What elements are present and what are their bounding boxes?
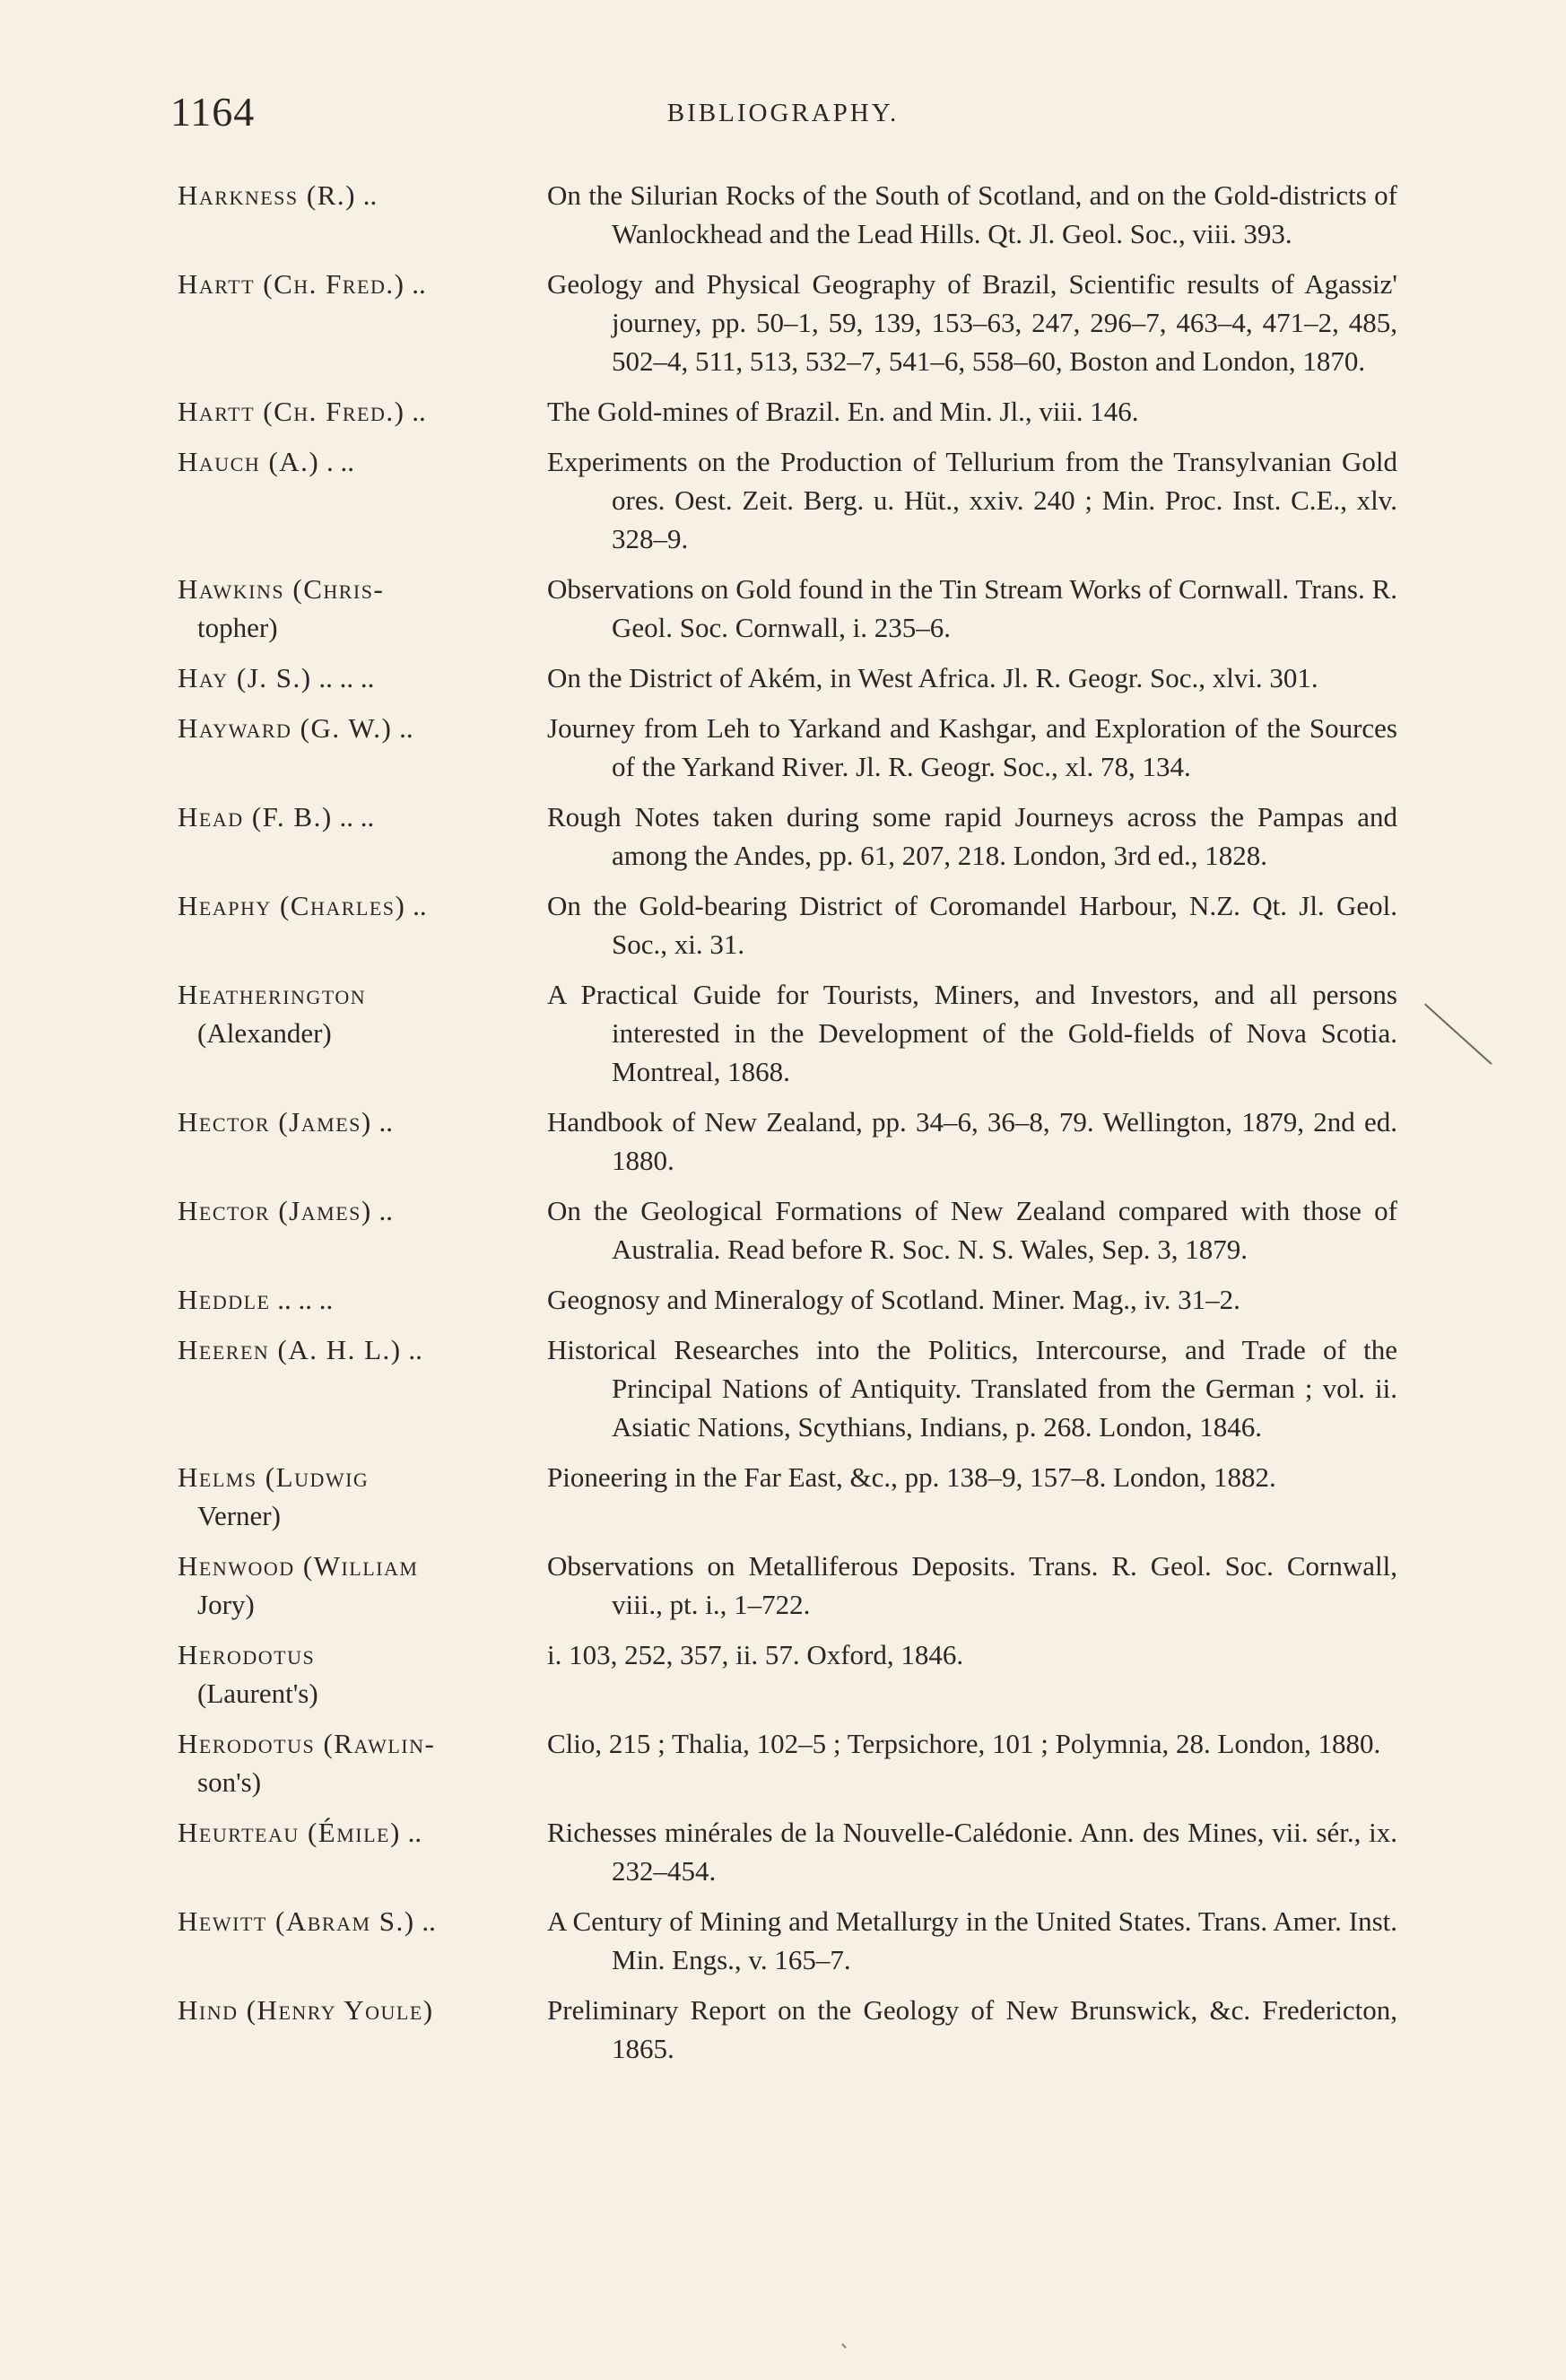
- running-head: BIBLIOGRAPHY.: [666, 99, 900, 127]
- entry-author: [178, 265, 483, 303]
- entry-work: Richesses minérales de la Nouvelle-Calédonie. Ann. des Mines, vii. sér., ix. 232–454.: [547, 1817, 1397, 1887]
- dot-leader: .. .. ..: [311, 662, 375, 693]
- entry-author: [178, 570, 483, 647]
- bibliography-entry: [178, 1991, 1397, 2068]
- dot-leader: .. .. ..: [270, 1284, 334, 1315]
- entry-author: [178, 1547, 483, 1624]
- bibliography-entry: [178, 1330, 1397, 1446]
- entry-work: Journey from Leh to Yarkand and Kashgar, and Exploration of the Sources of the Yarkand River. Jl. R. Geogr. Soc., xl. 78, 134.: [547, 712, 1397, 782]
- author-name: Henwood (William: [178, 1550, 419, 1582]
- entry-work: Historical Researches into the Politics, Intercourse, and Trade of the Principal Nations of Antiquity. Translated from the German ; vol. ii. Asiatic Nations, Scythians, Indians, p. 268. London, 1846.: [547, 1334, 1397, 1443]
- author-name: Hayward (G. W.): [178, 712, 393, 744]
- author-name: Hector (James): [178, 1106, 372, 1138]
- entry-work: Observations on Metalliferous Deposits. Trans. R. Geol. Soc. Cornwall, viii., pt. i., 1–722.: [547, 1550, 1397, 1620]
- author-name: Heddle: [178, 1284, 271, 1315]
- entry-work: On the Gold-bearing District of Coromandel Harbour, N.Z. Qt. Jl. Geol. Soc., xi. 31.: [547, 890, 1397, 960]
- entry-work: i. 103, 252, 357, ii. 57. Oxford, 1846.: [547, 1639, 964, 1670]
- dot-leader: ..: [401, 1334, 422, 1365]
- bibliography-entry: [178, 1635, 1397, 1713]
- dot-leader: ..: [371, 1106, 393, 1138]
- entry-work: Preliminary Report on the Geology of New Brunswick, &c. Fredericton, 1865.: [547, 1994, 1397, 2064]
- entry-author: [178, 1635, 483, 1713]
- author-name: Hauch (A.): [178, 446, 320, 477]
- entry-author: [178, 709, 483, 747]
- dot-leader: ..: [405, 396, 426, 427]
- author-name-continued: son's): [197, 1766, 262, 1798]
- author-name: Herodotus (Rawlin-: [178, 1728, 436, 1759]
- bibliography-entry: [178, 176, 1397, 253]
- bibliography-entry: [178, 265, 1397, 380]
- bibliography-list: [178, 176, 1397, 2079]
- entry-author: [178, 1813, 483, 1852]
- entry-work: Observations on Gold found in the Tin Stream Works of Cornwall. Trans. R. Geol. Soc. Cornwall, i. 235–6.: [547, 573, 1397, 643]
- author-name-continued: Verner): [197, 1500, 281, 1531]
- dot-leader: ..: [405, 268, 426, 300]
- author-name: Heatherington: [178, 979, 367, 1010]
- dot-leader: ..: [371, 1195, 393, 1226]
- author-name-continued: topher): [197, 612, 278, 643]
- author-name: Hartt (Ch. Fred.): [178, 396, 405, 427]
- entry-work: Geology and Physical Geography of Brazil, Scientific results of Agassiz' journey, pp. 50–1, 59, 139, 153–63, 247, 296–7, 463–4, 471–2, 485, 502–4, 511, 513, 532–7, 541–6, 558–60, Boston and London, 1870.: [547, 268, 1397, 377]
- entry-author: [178, 1902, 483, 1940]
- entry-work: A Practical Guide for Tourists, Miners, and Investors, and all persons interested in the Development of the Gold-fields of Nova Scotia. Montreal, 1868.: [547, 979, 1397, 1087]
- entry-work: Geognosy and Mineralogy of Scotland. Miner. Mag., iv. 31–2.: [547, 1284, 1240, 1315]
- author-name-continued: Jory): [197, 1589, 255, 1620]
- bibliography-entry: [178, 392, 1397, 431]
- author-name: Heeren (A. H. L.): [178, 1334, 402, 1365]
- dot-leader: . ..: [319, 446, 355, 477]
- author-name: Helms (Ludwig: [178, 1461, 370, 1493]
- author-name: Hay (J. S.): [178, 662, 312, 693]
- bibliography-entry: [178, 1103, 1397, 1180]
- author-name: Hartt (Ch. Fred.): [178, 268, 405, 300]
- entry-work: Handbook of New Zealand, pp. 34–6, 36–8, 79. Wellington, 1879, 2nd ed. 1880.: [547, 1106, 1397, 1176]
- author-name-continued: (Laurent's): [197, 1678, 318, 1709]
- entry-author: [178, 975, 483, 1052]
- bibliography-entry: [178, 886, 1397, 963]
- bibliography-entry: [178, 1280, 1397, 1319]
- entry-author: [178, 798, 483, 836]
- entry-author: [178, 1458, 483, 1535]
- bibliography-entry: [178, 1813, 1397, 1890]
- author-name: Heurteau (Émile): [178, 1817, 401, 1848]
- entry-work: A Century of Mining and Metallurgy in the United States. Trans. Amer. Inst. Min. Engs., v. 165–7.: [547, 1905, 1397, 1975]
- bibliography-entry: [178, 1902, 1397, 1979]
- bibliography-entry: [178, 1724, 1397, 1801]
- page-number: 1164: [170, 89, 256, 135]
- entry-author: [178, 392, 483, 431]
- entry-author: [178, 886, 483, 925]
- entry-author: [178, 1724, 483, 1801]
- margin-stroke: [1424, 1004, 1492, 1065]
- author-name-continued: (Alexander): [197, 1017, 332, 1049]
- dot-leader: ..: [355, 179, 378, 211]
- dot-leader: .. ..: [332, 801, 375, 833]
- bibliography-entry: [178, 1191, 1397, 1268]
- author-name: Hewitt (Abram S.): [178, 1905, 415, 1937]
- entry-work: On the Silurian Rocks of the South of Scotland, and on the Gold-districts of Wanlockhead and the Lead Hills. Qt. Jl. Geol. Soc., viii. 393.: [547, 179, 1397, 249]
- bibliography-entry: [178, 1547, 1397, 1624]
- bibliography-entry: [178, 975, 1397, 1091]
- bibliography-entry: [178, 658, 1397, 697]
- author-name: Heaphy (Charles): [178, 890, 406, 921]
- author-name: Hector (James): [178, 1195, 372, 1226]
- bibliography-entry: [178, 570, 1397, 647]
- author-name: Hind (Henry Youle): [178, 1994, 434, 2026]
- bibliography-entry: [178, 798, 1397, 875]
- entry-author: [178, 1280, 483, 1319]
- dot-leader: ..: [400, 1817, 422, 1848]
- entry-author: [178, 1330, 483, 1369]
- entry-author: [178, 176, 483, 214]
- entry-work: On the District of Akém, in West Africa. Jl. R. Geogr. Soc., xlvi. 301.: [547, 662, 1318, 693]
- bibliography-entry: [178, 709, 1397, 786]
- entry-work: The Gold-mines of Brazil. En. and Min. Jl., viii. 146.: [547, 396, 1139, 427]
- dot-leader: ..: [414, 1905, 436, 1937]
- entry-author: [178, 442, 483, 481]
- author-name: Herodotus: [178, 1639, 316, 1670]
- dot-leader: ..: [405, 890, 427, 921]
- entry-work: Clio, 215 ; Thalia, 102–5 ; Terpsichore, 101 ; Polymnia, 28. London, 1880.: [547, 1728, 1381, 1759]
- ink-speck: [841, 2343, 847, 2349]
- entry-author: [178, 1191, 483, 1230]
- entry-author: [178, 658, 483, 697]
- author-name: Harkness (R.): [178, 179, 356, 211]
- entry-author: [178, 1991, 483, 2029]
- entry-author: [178, 1103, 483, 1141]
- bibliography-entry: [178, 1458, 1397, 1535]
- dot-leader: ..: [392, 712, 413, 744]
- entry-work: Experiments on the Production of Tellurium from the Transylvanian Gold ores. Oest. Zeit. Berg. u. Hüt., xxiv. 240 ; Min. Proc. Inst. C.E., xlv. 328–9.: [547, 446, 1397, 554]
- author-name: Head (F. B.): [178, 801, 333, 833]
- entry-work: Rough Notes taken during some rapid Journeys across the Pampas and among the Andes, pp. 61, 207, 218. London, 3rd ed., 1828.: [547, 801, 1397, 871]
- entry-work: On the Geological Formations of New Zealand compared with those of Australia. Read before R. Soc. N. S. Wales, Sep. 3, 1879.: [547, 1195, 1397, 1265]
- entry-work: Pioneering in the Far East, &c., pp. 138–9, 157–8. London, 1882.: [547, 1461, 1276, 1493]
- bibliography-entry: [178, 442, 1397, 558]
- author-name: Hawkins (Chris-: [178, 573, 385, 605]
